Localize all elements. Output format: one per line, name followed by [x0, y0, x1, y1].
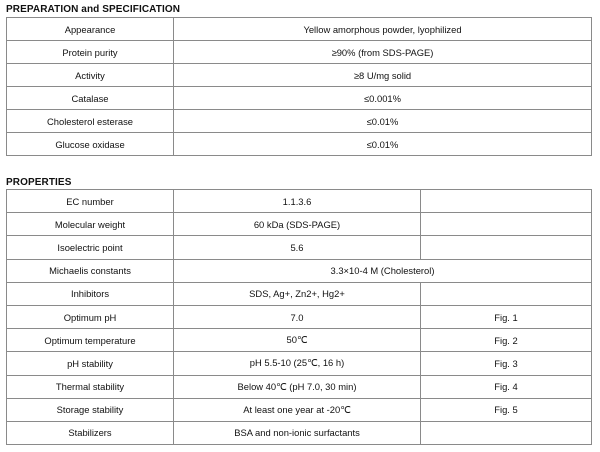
property-value: 3.3×10-4 M (Cholesterol) — [174, 259, 592, 282]
property-figure-ref — [421, 421, 592, 444]
property-label: pH stability — [7, 352, 174, 375]
spec-value: Yellow amorphous powder, lyophilized — [174, 18, 592, 41]
specification-table — [6, 17, 592, 156]
properties-table — [6, 189, 592, 445]
table-row — [7, 236, 592, 259]
table-row — [7, 133, 592, 156]
property-value: 50℃ — [174, 329, 421, 352]
table-row — [7, 18, 592, 41]
table-row — [7, 110, 592, 133]
table-row — [7, 305, 592, 328]
property-figure-ref: Fig. 1 — [421, 305, 592, 328]
spec-label: Catalase — [7, 87, 174, 110]
specification-heading: PREPARATION and SPECIFICATION — [6, 4, 181, 15]
property-label: Optimum temperature — [7, 329, 174, 352]
property-value: BSA and non-ionic surfactants — [174, 421, 421, 444]
property-figure-ref — [421, 190, 592, 213]
property-figure-ref: Fig. 2 — [421, 329, 592, 352]
property-figure-ref — [421, 236, 592, 259]
property-value: 7.0 — [174, 305, 421, 328]
properties-heading: PROPERTIES — [6, 177, 72, 188]
table-row — [7, 375, 592, 398]
spec-value: ≥90% (from SDS-PAGE) — [174, 41, 592, 64]
spec-value: ≥8 U/mg solid — [174, 64, 592, 87]
property-label: Optimum pH — [7, 305, 174, 328]
property-figure-ref: Fig. 4 — [421, 375, 592, 398]
spec-value: ≤0.01% — [174, 110, 592, 133]
spec-label: Protein purity — [7, 41, 174, 64]
table-row — [7, 329, 592, 352]
property-figure-ref: Fig. 5 — [421, 398, 592, 421]
table-row — [7, 259, 592, 282]
table-row — [7, 64, 592, 87]
table-row — [7, 398, 592, 421]
spec-value: ≤0.001% — [174, 87, 592, 110]
spec-label: Glucose oxidase — [7, 133, 174, 156]
spec-label: Appearance — [7, 18, 174, 41]
table-row — [7, 213, 592, 236]
property-value: At least one year at -20℃ — [174, 398, 421, 421]
property-label: Storage stability — [7, 398, 174, 421]
property-figure-ref — [421, 213, 592, 236]
spec-label: Activity — [7, 64, 174, 87]
property-label: Michaelis constants — [7, 259, 174, 282]
property-value: SDS, Ag+, Zn2+, Hg2+ — [174, 282, 421, 305]
property-figure-ref: Fig. 3 — [421, 352, 592, 375]
table-row — [7, 190, 592, 213]
property-label: Molecular weight — [7, 213, 174, 236]
property-label: Stabilizers — [7, 421, 174, 444]
spec-label: Cholesterol esterase — [7, 110, 174, 133]
table-row — [7, 87, 592, 110]
property-value: 1.1.3.6 — [174, 190, 421, 213]
property-label: EC number — [7, 190, 174, 213]
spec-value: ≤0.01% — [174, 133, 592, 156]
property-figure-ref — [421, 282, 592, 305]
property-label: Thermal stability — [7, 375, 174, 398]
table-row — [7, 282, 592, 305]
property-value: 5.6 — [174, 236, 421, 259]
property-value: pH 5.5-10 (25℃, 16 h) — [174, 352, 421, 375]
property-value: 60 kDa (SDS-PAGE) — [174, 213, 421, 236]
property-label: Isoelectric point — [7, 236, 174, 259]
table-row — [7, 41, 592, 64]
table-row — [7, 352, 592, 375]
table-row — [7, 421, 592, 444]
property-value: Below 40℃ (pH 7.0, 30 min) — [174, 375, 421, 398]
property-label: Inhibitors — [7, 282, 174, 305]
